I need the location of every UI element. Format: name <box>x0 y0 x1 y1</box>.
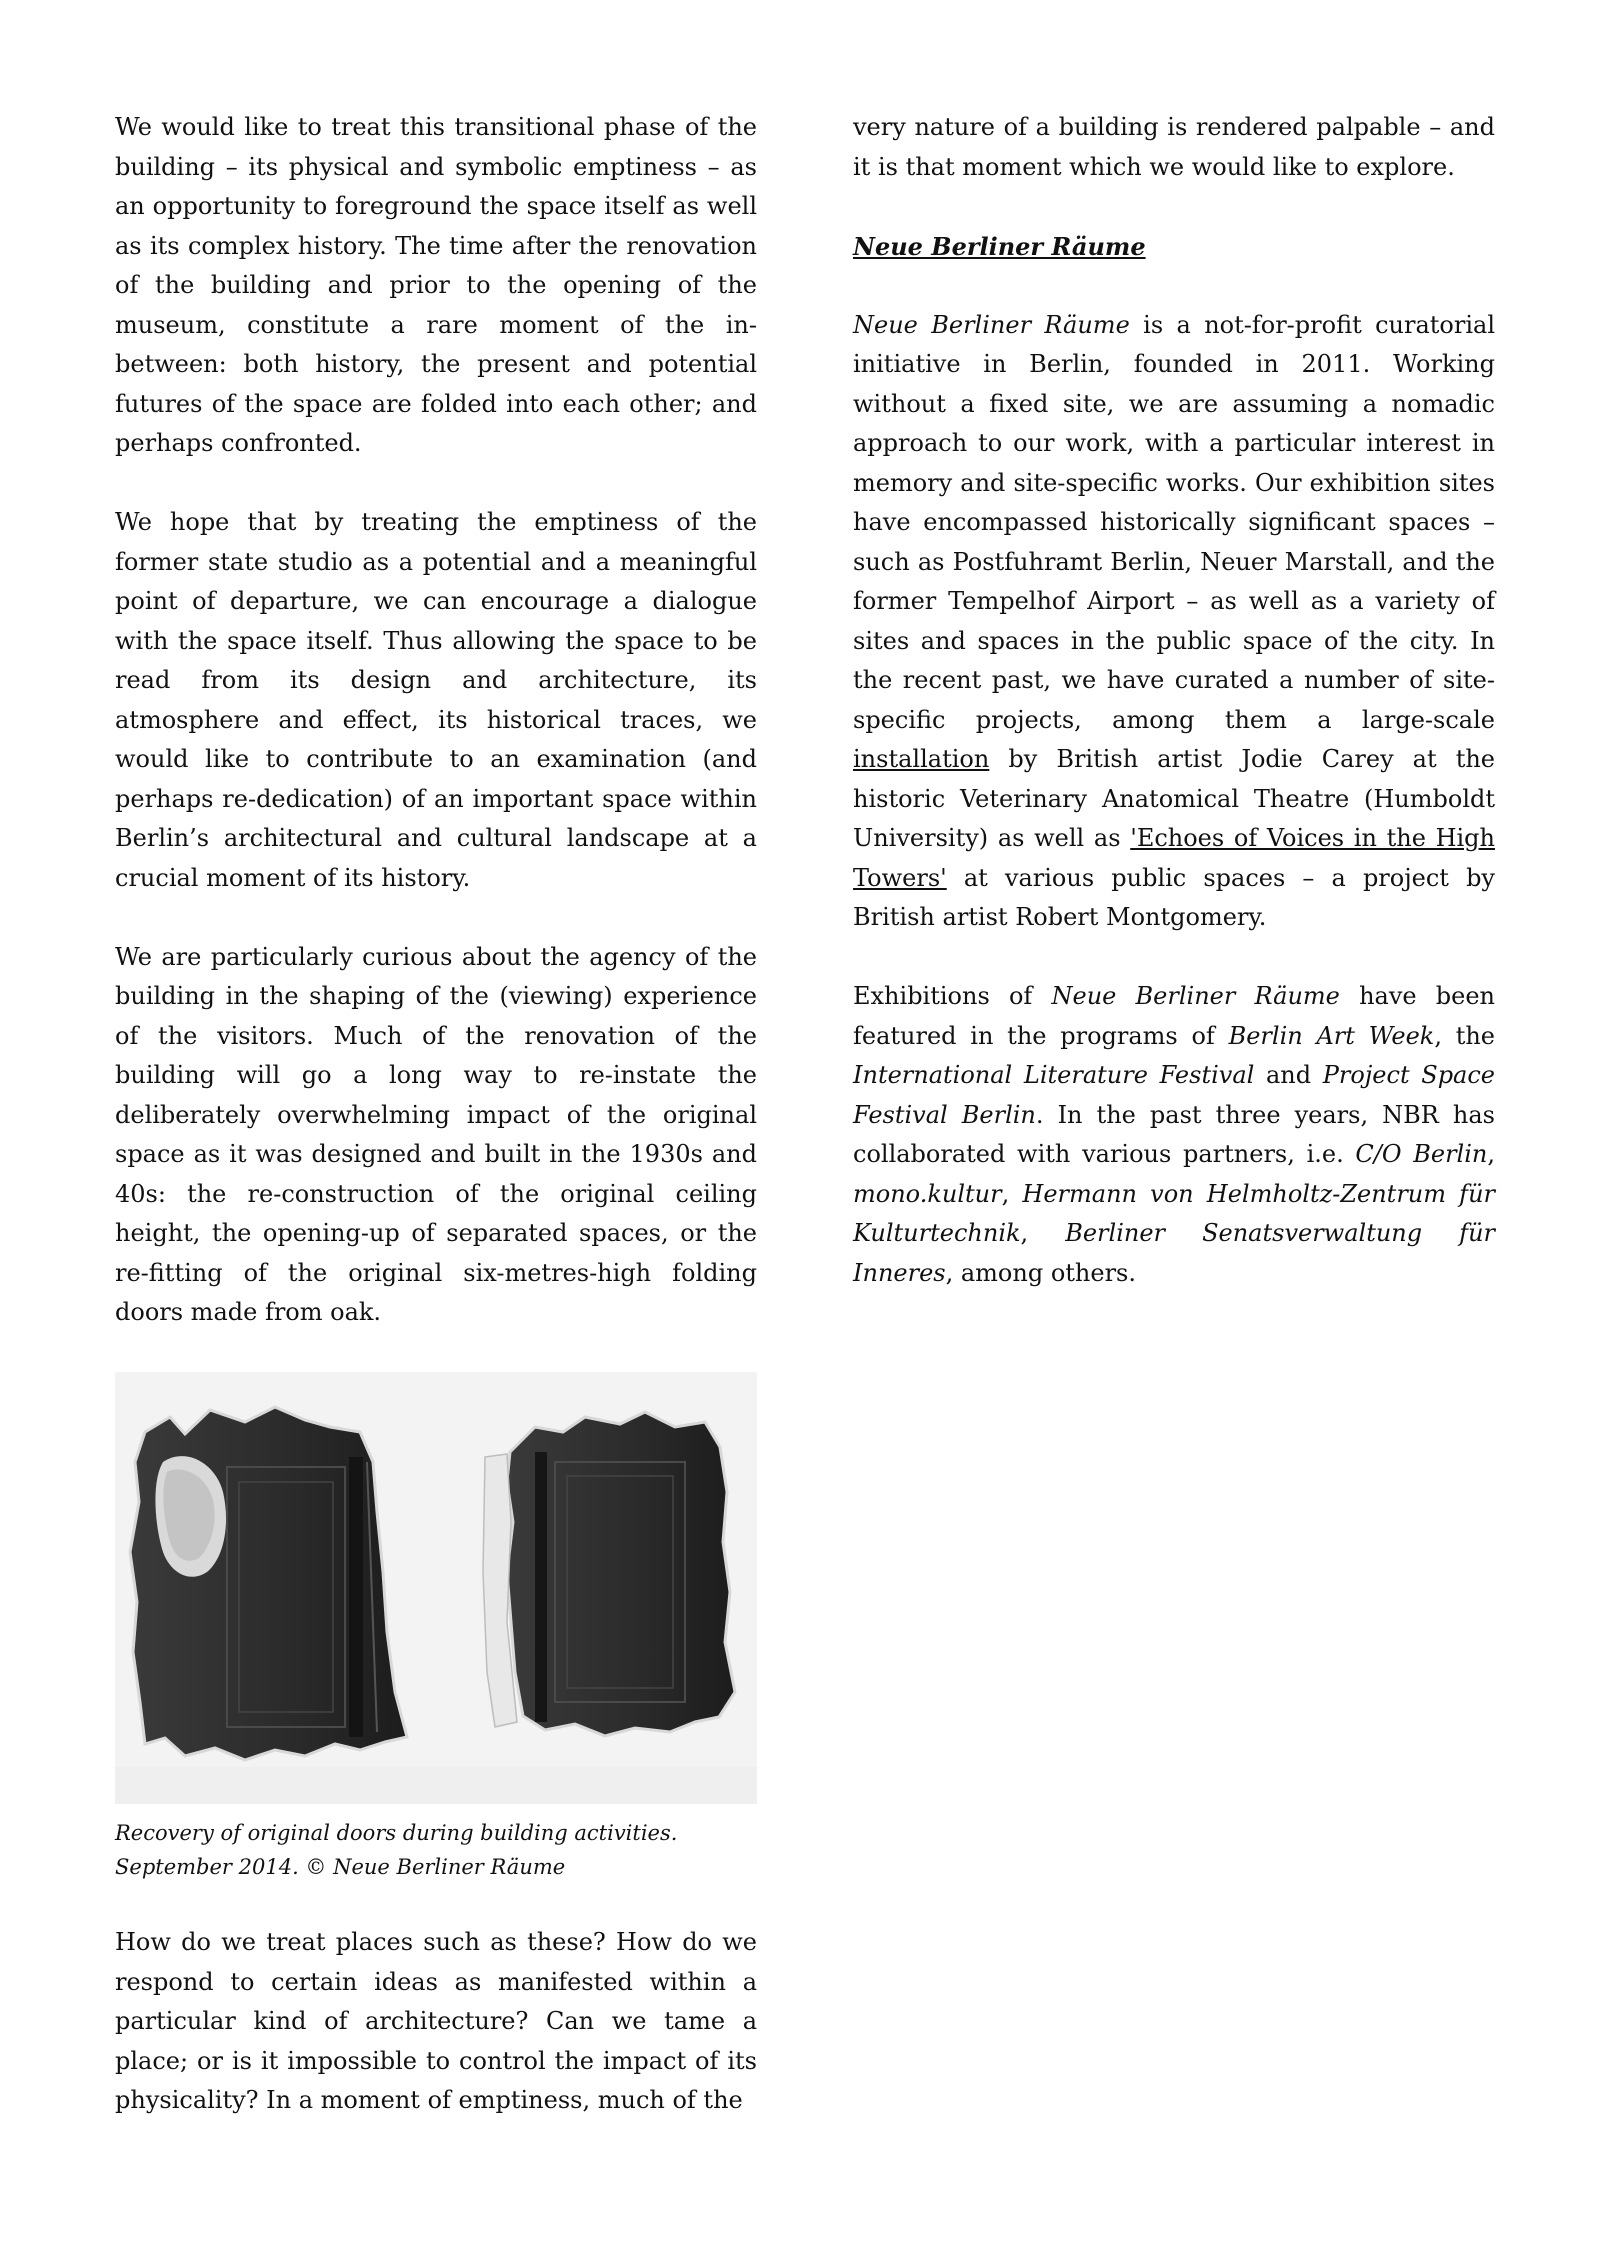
exh-text-6: , among others. <box>945 1258 1136 1287</box>
photo-recovered-doors <box>115 1372 757 1804</box>
nbr-name: Neue Berliner Räume <box>853 310 1130 339</box>
paragraph-exhibitions <box>853 977 1495 1293</box>
about-text-3: at various public spaces – a project by British artist Robert Montgomery. <box>853 863 1495 931</box>
partner-co-berlin: C/O Berlin <box>1355 1140 1488 1168</box>
exh-text-5: . In the past three years, NBR has collaborated with various partners, i.e. <box>853 1100 1495 1168</box>
right-column <box>853 108 1495 1333</box>
exh-sep-2: , <box>1001 1179 1023 1208</box>
left-column <box>115 108 757 2160</box>
partner-helmholtz: Hermann von Helmholtz-Zentrum für Kulturtechnik <box>853 1179 1495 1247</box>
paragraph-questions: How do we treat places such as these? How do we respond to certain ideas as manifested within a particular kind of architecture? Can we tame a place; or is it impossible to control the impact of its physicality? In a moment of emptiness, much of the <box>115 1928 757 2114</box>
exh-text-3: , the <box>1434 1021 1495 1050</box>
exh-text-2: have been featured in the programs of <box>853 982 1496 1050</box>
paragraph-emptiness: We hope that by treating the emptiness of the former state studio as a potential and a meaningful point of departure, we can encourage a dialogue with the space itself. Thus allowing the space to be read from its design and architecture, its atmosphere and effect, its historical traces, we would like to contribute to an examination (and perhaps re-dedication) of an important space within Berlin’s architectural and cultural landscape at a crucial moment of its history. <box>115 508 757 892</box>
exh-text-1: Exhibitions of <box>853 982 1052 1010</box>
paragraph-transitional-phase: We would like to treat this transitional phase of the building – its physical and symbolic emptiness – as an opportunity to foreground the space itself as well as its complex history. The time after the renovation of the building and prior to the opening of the museum, constitute a rare moment of the in-between: both history, the present and potential futures of the space are folded into each other; and perhaps confronted. <box>115 113 757 457</box>
about-text-1: is a not-for-profit curatorial initiative in Berlin, founded in 2011. Working without a fixed site, we are assuming a nomadic approach to our work, with a particular interest in memory and site-specific works. Our exhibition sites have encompassed historically significant spaces – such as Postfuhramt Berlin, Neuer Marstall, and the former Tempelhof Airport – as well as a variety of sites and spaces in the public space of the city. In the recent past, we have curated a number of site-specific projects, among them a large-scale <box>853 310 1495 734</box>
exh-sep-1: , <box>1487 1140 1496 1168</box>
partner-senatsverwaltung: Berliner Senatsverwaltung für Inneres <box>853 1219 1495 1287</box>
caption-line-1: Recovery of original doors during building activities. <box>115 1821 678 1845</box>
project-space-festival: Project Space Festival Berlin <box>853 1061 1496 1129</box>
paragraph-agency: We are particularly curious about the agency of the building in the shaping of the (viewing) experience of the visitors. Much of the renovation of the building will go a long way to re-instate the deliberately overwhelming impact of the original space as it was designed and built in the 1930s and 40s: the re-construction of the original ceiling height, the opening-up of separated spaces, or the re-fitting of the original six-metres-high folding doors made from oak. <box>115 942 757 1326</box>
international-literature-festival: International Literature Festival <box>853 1061 1255 1089</box>
berlin-art-week: Berlin Art Week <box>1228 1021 1435 1050</box>
paragraph-palpable: very nature of a building is rendered palpable – and it is that moment which we would like to explore. <box>853 113 1495 181</box>
photo-caption <box>115 1816 757 1884</box>
about-text-2: by British artist Jodie Carey at the historic Veterinary Anatomical Theatre (Humboldt University) as well as <box>853 745 1495 852</box>
paragraph-about-nbr <box>853 306 1495 938</box>
exh-sep-3: , <box>1020 1219 1066 1247</box>
exh-text-4: and <box>1254 1061 1323 1089</box>
echoes-link[interactable]: 'Echoes of Voices in the High Towers' <box>853 824 1496 892</box>
installation-link[interactable]: installation <box>853 745 990 773</box>
exh-nbr-name: Neue Berliner Räume <box>1051 982 1340 1010</box>
caption-line-2: September 2014. © Neue Berliner Räume <box>115 1855 566 1879</box>
partner-mono-kultur: mono.kultur <box>853 1179 1002 1208</box>
section-heading: Neue Berliner Räume <box>853 231 1146 261</box>
